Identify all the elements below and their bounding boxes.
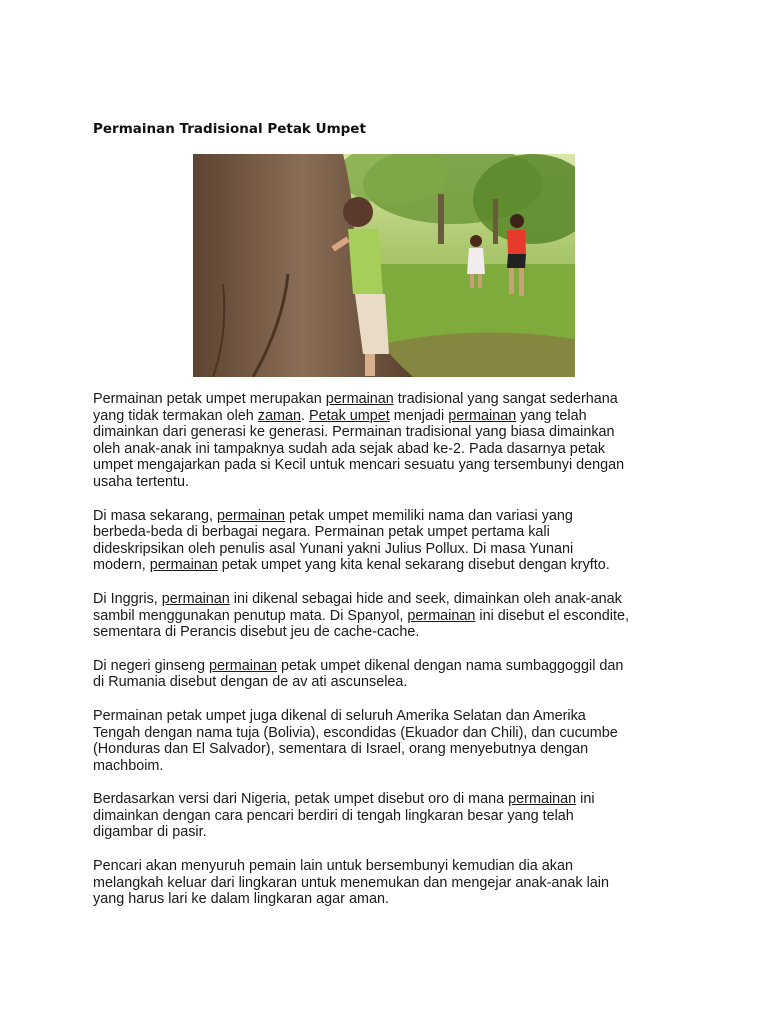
- text-segment: menjadi: [389, 407, 449, 424]
- paragraph: [93, 858, 683, 908]
- text-line: [93, 557, 683, 574]
- paragraph: [93, 591, 683, 641]
- paragraph: [93, 658, 683, 691]
- text-segment: (Honduras dan El Salvador), sementara di Israel, orang menyebutnya dengan: [93, 741, 589, 758]
- article-body: [93, 391, 683, 925]
- text-segment: melangkah keluar dari lingkaran untuk menemukan dan mengejar anak-anak lain: [93, 874, 609, 891]
- text-segment: di Rumania disebut dengan de av ati ascunselea.: [93, 674, 408, 691]
- text-segment: machboim.: [93, 757, 164, 774]
- text-segment: sambil menggunakan penutup mata. Di Spanyol,: [93, 607, 408, 624]
- text-segment: yang tidak termakan oleh: [93, 407, 258, 424]
- hyperlink[interactable]: permainan: [209, 657, 277, 674]
- text-segment: yang harus lari ke dalam lingkaran agar aman.: [93, 891, 389, 908]
- text-segment: usaha tertentu.: [93, 473, 190, 490]
- text-segment: modern,: [93, 557, 150, 574]
- text-line: [93, 474, 683, 491]
- paragraph: [93, 791, 683, 841]
- text-segment: Permainan petak umpet merupakan: [93, 391, 326, 407]
- text-segment: Berdasarkan versi dari Nigeria, petak umpet disebut oro di mana: [93, 791, 509, 808]
- hyperlink[interactable]: permainan: [407, 607, 476, 624]
- text-line: [93, 408, 683, 425]
- text-segment: dideskripsikan oleh penulis asal Yunani yakni Julius Pollux. Di masa Yunani: [93, 540, 574, 557]
- text-segment: dimainkan dengan cara pencari berdiri di tengah lingkaran besar yang telah: [93, 807, 574, 824]
- text-line: [93, 824, 683, 841]
- text-segment: .: [301, 407, 309, 424]
- text-segment: ini disebut el escondite,: [475, 607, 629, 624]
- text-segment: dimainkan dari generasi ke generasi. Permainan tradisional yang biasa dimainkan: [93, 424, 615, 441]
- text-line: [93, 591, 683, 608]
- text-segment: Di negeri ginseng: [93, 657, 209, 674]
- hide-and-seek-photo: [193, 154, 575, 377]
- text-segment: Pencari akan menyuruh pemain lain untuk bersembunyi kemudian dia akan: [93, 858, 573, 875]
- text-segment: ini dikenal sebagai hide and seek, dimainkan oleh anak-anak: [229, 590, 622, 607]
- paragraph: [93, 508, 683, 574]
- text-line: [93, 741, 683, 758]
- text-segment: berbeda-beda di berbagai negara. Permainan petak umpet pertama kali: [93, 524, 550, 541]
- paragraph: [93, 708, 683, 774]
- text-line: [93, 708, 683, 725]
- text-segment: Tengah dengan nama tuja (Bolivia), escondidas (Ekuador dan Chili), dan cucumbe: [93, 724, 618, 741]
- text-segment: Di Inggris,: [93, 590, 162, 607]
- hyperlink[interactable]: permainan: [448, 407, 517, 424]
- text-line: [93, 457, 683, 474]
- text-line: [93, 524, 683, 541]
- text-line: [93, 891, 683, 908]
- text-line: [93, 508, 683, 525]
- paragraph: [93, 391, 683, 491]
- text-segment: petak umpet yang kita kenal sekarang disebut dengan kryfto.: [217, 557, 610, 574]
- text-segment: Di masa sekarang,: [93, 507, 217, 524]
- hyperlink[interactable]: permainan: [216, 507, 285, 524]
- text-segment: tradisional yang sangat sederhana: [393, 391, 618, 407]
- hyperlink[interactable]: permainan: [325, 391, 394, 407]
- photo-illustration: [193, 154, 575, 377]
- page-title: Permainan Tradisional Petak Umpet: [93, 121, 366, 137]
- text-line: [93, 541, 683, 558]
- hyperlink[interactable]: Petak umpet: [309, 407, 390, 424]
- text-segment: petak umpet memiliki nama dan variasi yang: [284, 507, 573, 524]
- text-line: [93, 875, 683, 892]
- text-line: [93, 791, 683, 808]
- text-segment: umpet mengajarkan pada si Kecil untuk mencari sesuatu yang tersembunyi dengan: [93, 457, 625, 474]
- text-segment: ini: [576, 791, 595, 808]
- text-segment: oleh anak-anak ini tampaknya sudah ada sejak abad ke-2. Pada dasarnya petak: [93, 440, 606, 457]
- text-line: [93, 808, 683, 825]
- hyperlink[interactable]: zaman: [257, 407, 301, 424]
- text-line: [93, 725, 683, 742]
- text-line: [93, 658, 683, 675]
- text-line: [93, 441, 683, 458]
- text-line: [93, 624, 683, 641]
- text-line: [93, 674, 683, 691]
- text-segment: Permainan petak umpet juga dikenal di seluruh Amerika Selatan dan Amerika: [93, 707, 586, 724]
- text-segment: petak umpet dikenal dengan nama sumbaggoggil dan: [277, 657, 624, 674]
- text-line: [93, 424, 683, 441]
- hyperlink[interactable]: permainan: [149, 557, 218, 574]
- hyperlink[interactable]: permainan: [508, 791, 577, 808]
- text-segment: digambar di pasir.: [93, 824, 207, 841]
- text-segment: yang telah: [516, 407, 587, 424]
- text-segment: sementara di Perancis disebut jeu de cache-cache.: [93, 624, 420, 641]
- text-line: [93, 391, 683, 408]
- text-line: [93, 858, 683, 875]
- hyperlink[interactable]: permainan: [161, 590, 230, 607]
- text-line: [93, 608, 683, 625]
- text-line: [93, 758, 683, 775]
